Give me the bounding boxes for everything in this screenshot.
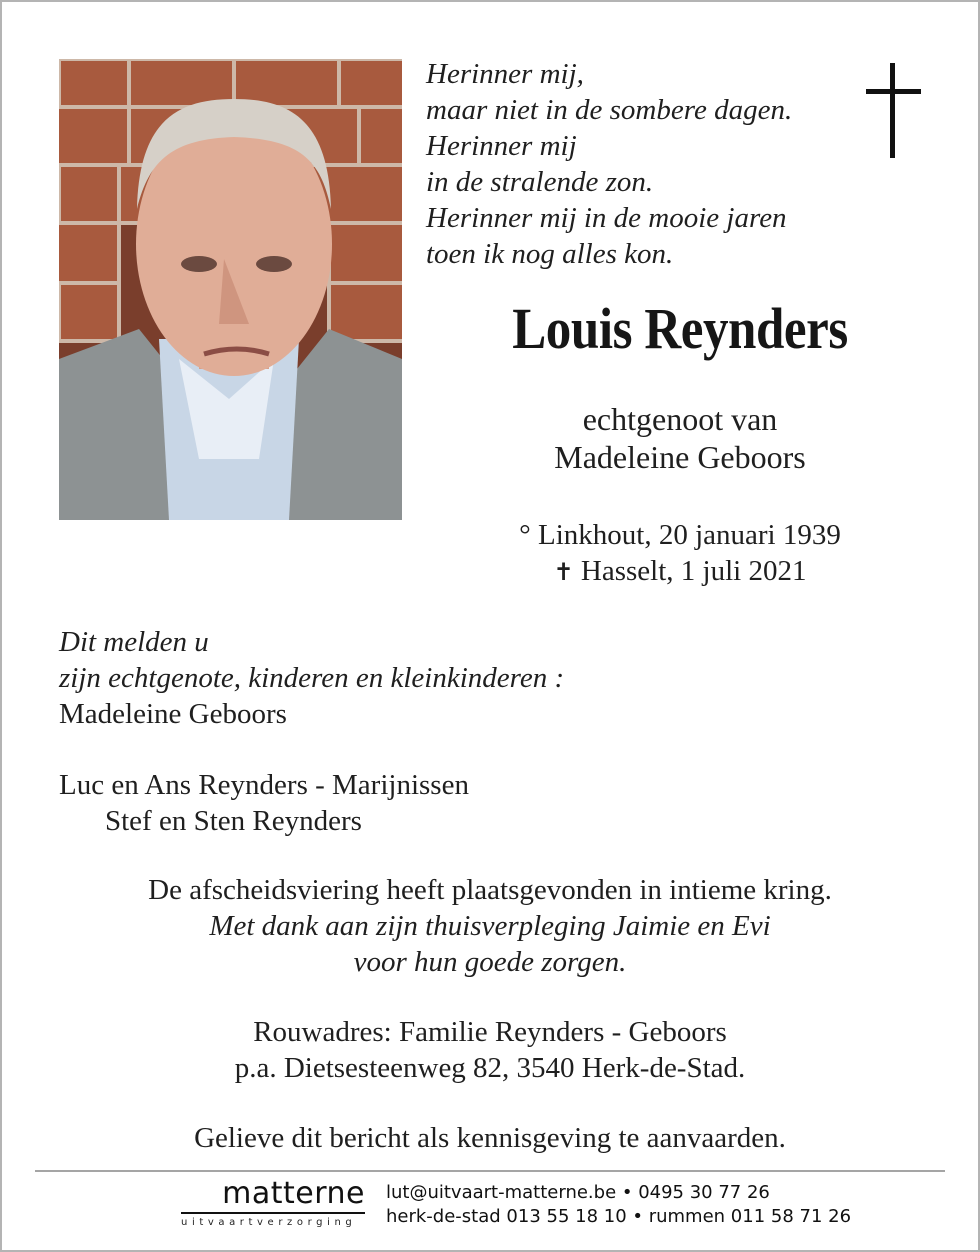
poem-line: Herinner mij in de mooie jaren xyxy=(426,202,787,234)
cross-icon xyxy=(866,63,921,158)
poem-line: Herinner mij xyxy=(426,130,577,162)
memorial-poem xyxy=(426,56,792,272)
death-date: Hasselt, 1 juli 2021 xyxy=(580,555,807,587)
spouse-info xyxy=(420,400,940,476)
funeral-home-logo xyxy=(181,1177,365,1228)
logo-underline xyxy=(181,1212,365,1214)
poem-line: Herinner mij, xyxy=(426,58,584,90)
address-line-2: p.a. Dietsesteenweg 82, 3540 Herk-de-Stad. xyxy=(234,1052,746,1084)
death-date-line xyxy=(420,553,940,591)
family-grandchildren: Stef en Sten Reynders xyxy=(105,805,362,837)
portrait-photo xyxy=(59,59,402,520)
birth-date: Linkhout, 20 januari 1939 xyxy=(538,519,841,551)
contact-info xyxy=(386,1181,851,1229)
thanks-line: Met dank aan zijn thuisverpleging Jaimie en Evi xyxy=(209,910,771,942)
poem-line: toen ik nog alles kon. xyxy=(426,238,674,270)
poem-line: in de stralende zon. xyxy=(426,166,654,198)
poem-line: maar niet in de sombere dagen. xyxy=(426,94,793,126)
deceased-name: Louis Reynders xyxy=(512,296,848,361)
footer-divider xyxy=(35,1170,945,1172)
contact-line: lut@uitvaart-matterne.be • 0495 30 77 26 xyxy=(386,1182,770,1203)
notice-text: Gelieve dit bericht als kennisgeving te aanvaarden. xyxy=(194,1122,786,1154)
birth-symbol: ° xyxy=(519,519,531,551)
logo-tagline: uitvaartverzorging xyxy=(181,1217,357,1228)
logo-brand: matterne xyxy=(222,1176,365,1211)
ceremony-info xyxy=(0,872,980,980)
death-cross-icon: ✝ xyxy=(553,560,574,586)
contact-line-2: herk-de-stad 013 55 18 10 • rummen 011 58 71 26 xyxy=(386,1206,852,1227)
birth-date-line xyxy=(420,517,940,553)
ceremony-text: De afscheidsviering heeft plaatsgevonden in intieme kring. xyxy=(148,874,832,906)
thanks-line-2: voor hun goede zorgen. xyxy=(353,946,627,978)
family-spouse: Madeleine Geboors xyxy=(59,698,287,730)
family-announcement xyxy=(59,624,564,839)
spouse-name: Madeleine Geboors xyxy=(554,439,806,475)
address-line: Rouwadres: Familie Reynders - Geboors xyxy=(253,1016,727,1048)
spouse-intro: echtgenoot van xyxy=(582,401,778,437)
family-intro-2: zijn echtgenote, kinderen en kleinkinderen : xyxy=(59,662,565,694)
mourning-address xyxy=(0,1014,980,1086)
family-children: Luc en Ans Reynders - Marijnissen xyxy=(59,769,469,801)
family-intro: Dit melden u xyxy=(59,626,209,658)
life-dates xyxy=(420,517,940,591)
